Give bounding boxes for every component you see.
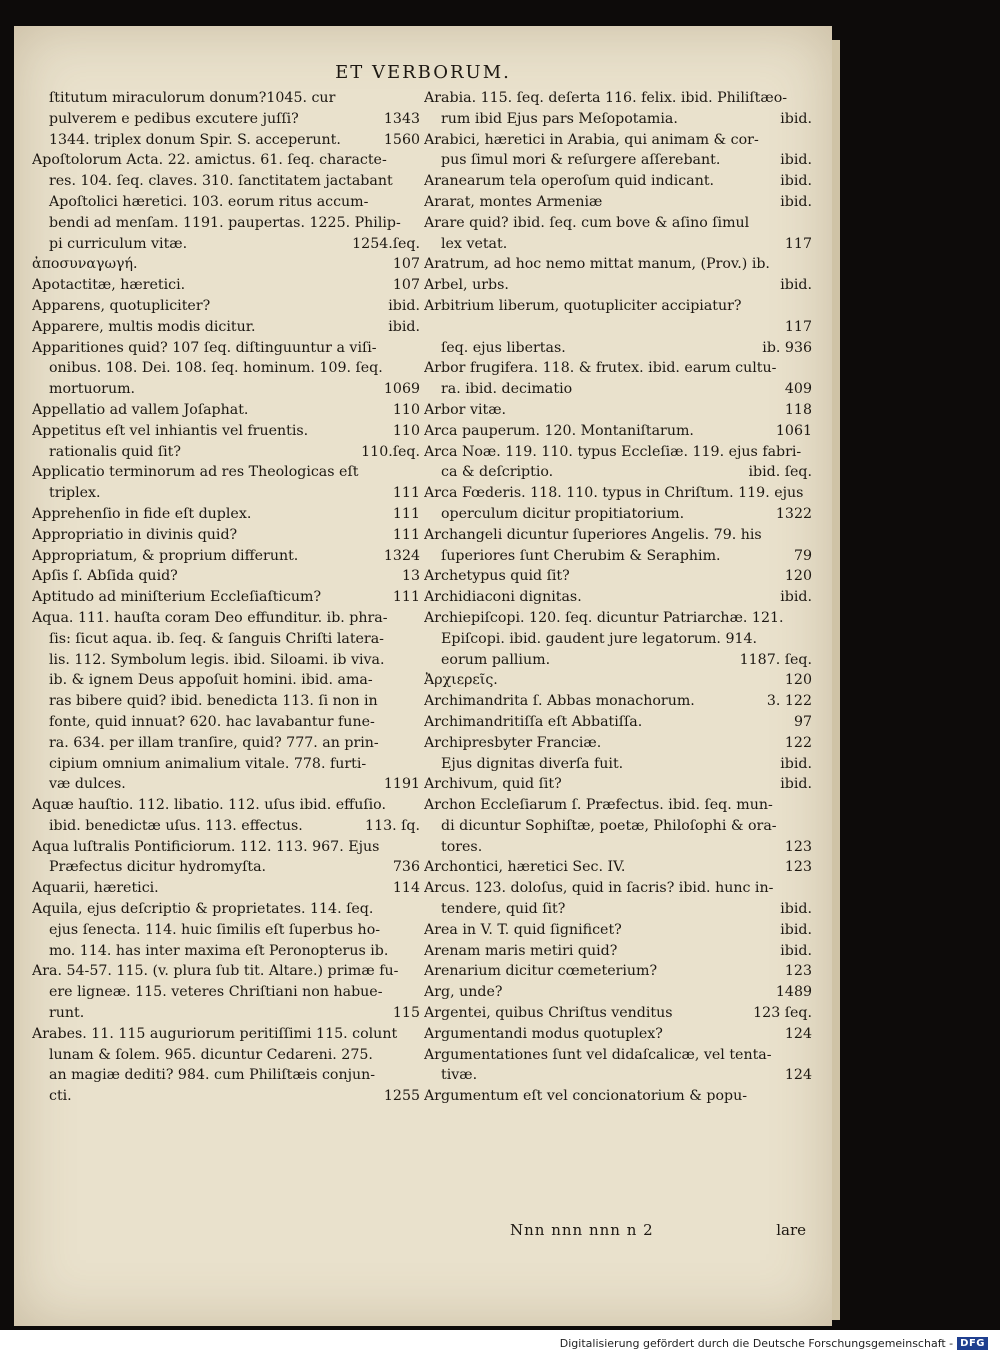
index-entry-text: Arabici, hæretici in Arabia, qui animam & cor-: [424, 131, 759, 148]
index-entry-text: Argumentationes ſunt vel didaſcalicæ, vel tenta-: [424, 1046, 772, 1063]
index-entry-text: Archimandritiſſa eſt Abbatiſſa.: [424, 713, 643, 730]
index-entry-text: mo. 114. has inter maxima eſt Peronopterus ib.: [49, 942, 389, 959]
index-page-ref: 120: [784, 672, 812, 689]
index-line: [424, 754, 812, 775]
index-line: [424, 691, 812, 712]
index-line: [424, 774, 812, 795]
index-line: [32, 400, 420, 421]
index-entry-text: 1344. triplex donum Spir. S. acceperunt.: [49, 131, 341, 148]
index-entry-text: fonte, quid innuat? 620. hac lavabantur fune-: [49, 713, 375, 730]
index-page-ref: ibid.: [780, 277, 812, 294]
index-entry-text: Arca Fœderis. 118. 110. typus in Chriſtum. 119. ejus: [424, 485, 804, 502]
index-page-ref: ibid.: [780, 776, 812, 793]
index-line: [424, 961, 812, 982]
index-line: [424, 358, 812, 379]
index-entry-text: Arcus. 123. doloſus, quid in ſacris? ibid. hunc in-: [424, 880, 774, 897]
index-page-ref: 110.ſeq.: [361, 443, 420, 460]
index-line: [32, 150, 420, 171]
index-page-ref: 110: [392, 401, 420, 418]
index-entry-text: ἀποσυναγωγή.: [32, 256, 138, 273]
index-line: [32, 733, 420, 754]
index-page-ref: 111: [392, 485, 420, 502]
index-entry-text: Appropriatio in divinis quid?: [32, 526, 238, 543]
index-line: [32, 1024, 420, 1045]
index-line: [424, 670, 812, 691]
index-line: [32, 608, 420, 629]
index-entry-text: Applicatio terminorum ad res Theologicas eſt: [32, 464, 359, 481]
index-page-ref: 120: [784, 568, 812, 585]
index-line: [424, 150, 812, 171]
index-entry-text: Archimandrita ſ. Abbas monachorum.: [424, 693, 695, 710]
index-entry-text: ſtitutum miraculorum donum?1045. cur: [49, 90, 336, 106]
index-page-ref: 1187. ſeq.: [739, 651, 812, 668]
index-page-ref: 123: [784, 859, 812, 876]
index-line: [32, 816, 420, 837]
index-page-ref: 111: [392, 526, 420, 543]
index-entry-text: lex vetat.: [441, 235, 508, 252]
index-line: [424, 899, 812, 920]
index-entry-text: ras bibere quid? ibid. benedicta 113. ſi non in: [49, 693, 378, 710]
index-line: [424, 421, 812, 442]
index-entry-text: Archontici, hæretici Sec. IV.: [424, 859, 626, 876]
signature-mark: Nnn nnn nnn n 2: [510, 1221, 654, 1239]
index-entry-text: Aquila, ejus deſcriptio & proprietates. 114. ſeq.: [32, 901, 374, 918]
index-entry-text: ca & deſcriptio.: [441, 464, 554, 481]
index-entry-text: lunam & ſolem. 965. dicuntur Cedareni. 275.: [49, 1046, 373, 1063]
index-line: [424, 504, 812, 525]
index-entry-text: Aptitudo ad miniſterium Eccleſiaſticum?: [32, 589, 322, 606]
index-entry-text: di dicuntur Sophiſtæ, poetæ, Philoſophi & ora-: [441, 817, 777, 834]
index-line: [424, 442, 812, 463]
index-page-ref: 124: [784, 1025, 812, 1042]
index-line: [32, 358, 420, 379]
dfg-logo: DFG: [957, 1337, 988, 1350]
index-page-ref: 1069: [383, 381, 420, 398]
index-entry-text: Aratrum, ad hoc nemo mittat manum, (Prov.) ib.: [424, 256, 770, 273]
index-page-ref: 110: [392, 422, 420, 439]
index-entry-text: Archon Eccleſiarum ſ. Præfectus. ibid. ſeq. mun-: [424, 797, 773, 814]
index-line: [424, 213, 812, 234]
index-entry-text: Epiſcopi. ibid. gaudent jure legatorum. 914.: [441, 630, 758, 647]
index-page-ref: 114: [392, 880, 420, 897]
index-entry-text: Archipresbyter Franciæ.: [424, 734, 602, 751]
index-page-ref: ibid.: [780, 901, 812, 918]
index-entry-text: Aqua. 111. hauſta coram Deo effunditur. ib. phra-: [32, 609, 388, 626]
index-entry-text: mortuorum.: [49, 381, 136, 398]
index-entry-text: tendere, quid ſit?: [441, 901, 566, 918]
index-line: [424, 192, 812, 213]
index-line: [424, 857, 812, 878]
index-page-ref: ibid.: [780, 921, 812, 938]
index-entry-text: Apprehenſio in fide eſt duplex.: [32, 505, 252, 522]
index-entry-text: Appetitus eſt vel inhiantis vel fruentis.: [32, 422, 309, 439]
index-line: [32, 130, 420, 151]
index-line: [32, 795, 420, 816]
index-page-ref: ibid.: [780, 942, 812, 959]
index-entry-text: Arca pauperum. 120. Montaniſtarum.: [424, 422, 694, 439]
index-page-ref: 736: [392, 859, 420, 876]
index-entry-text: Apparens, quotupliciter?: [32, 297, 211, 314]
index-page-ref: 124: [784, 1067, 812, 1084]
index-entry-text: Apparere, multis modis dicitur.: [32, 318, 256, 335]
index-entry-text: Appellatio ad vallem Joſaphat.: [32, 401, 249, 418]
index-entry-text: Area in V. T. quid ſignificet?: [424, 921, 622, 938]
index-page-ref: 122: [784, 734, 812, 751]
index-page-ref: 1254.ſeq.: [352, 235, 420, 252]
index-page-ref: ibid.: [780, 173, 812, 190]
index-line: [424, 1024, 812, 1045]
index-column-left: [32, 88, 420, 1107]
index-entry-text: Archidiaconi dignitas.: [424, 589, 582, 606]
index-line: [32, 691, 420, 712]
index-entry-text: ejus ſenecta. 114. huic ſimilis eſt ſuperbus ho-: [49, 921, 381, 938]
index-line: [32, 566, 420, 587]
index-entry-text: Arbor vitæ.: [424, 401, 507, 418]
index-entry-text: ibid. benedictæ uſus. 113. effectus.: [49, 817, 303, 834]
index-page-ref: 111: [392, 505, 420, 522]
index-page-ref: 107: [392, 277, 420, 294]
index-page-ref: ibid.: [780, 589, 812, 606]
index-line: [424, 837, 812, 858]
index-line: [424, 275, 812, 296]
index-line: [424, 795, 812, 816]
catchword: lare: [776, 1221, 806, 1239]
index-column-right: [424, 88, 812, 1107]
index-line: [32, 629, 420, 650]
index-entry-text: Archetypus quid ſit?: [424, 568, 570, 585]
index-entry-text: Arbel, urbs.: [424, 277, 509, 294]
index-line: [32, 982, 420, 1003]
index-page-ref: 113. ſq.: [365, 817, 420, 834]
index-line: [424, 234, 812, 255]
index-entry-text: Apoſtolici hæretici. 103. eorum ritus accum-: [49, 193, 369, 210]
index-entry-text: lis. 112. Symbolum legis. ibid. Siloami. ib viva.: [49, 651, 385, 668]
index-line: [424, 587, 812, 608]
index-entry-text: Archivum, quid ſit?: [424, 776, 562, 793]
index-page-ref: ib. 936: [762, 339, 812, 356]
index-entry-text: Appropriatum, & proprium differunt.: [32, 547, 299, 564]
index-entry-text: pulverem e pedibus excutere juſſi?: [49, 110, 299, 127]
index-entry-text: Apotactitæ, hæretici.: [32, 277, 186, 294]
index-entry-text: Apſis ſ. Abſida quid?: [32, 568, 178, 585]
index-entry-text: Apoſtolorum Acta. 22. amictus. 61. ſeq. characte-: [32, 152, 387, 169]
index-page-ref: 1489: [775, 984, 812, 1001]
index-page-ref: 115: [392, 1005, 420, 1022]
index-page-ref: 1560: [383, 131, 420, 148]
index-page-ref: 1324: [383, 547, 420, 564]
index-entry-text: Argumentum eſt vel concionatorium & popu-: [424, 1088, 748, 1105]
index-entry-text: Ararat, montes Armeniæ: [424, 193, 603, 210]
index-entry-text: Arenarium dicitur cœmeterium?: [424, 963, 658, 980]
index-line: [32, 546, 420, 567]
index-line: [32, 88, 420, 109]
index-entry-text: Arabes. 11. 115 auguriorum peritiſſimi 115. colunt: [32, 1025, 398, 1042]
index-line: [424, 400, 812, 421]
index-page-ref: 13: [401, 568, 420, 585]
index-entry-text: Aranearum tela operoſum quid indicant.: [424, 173, 715, 190]
index-line: [32, 774, 420, 795]
index-line: [424, 88, 812, 109]
index-page-ref: 117: [784, 318, 812, 335]
index-line: [32, 712, 420, 733]
index-page-ref: 97: [793, 713, 812, 730]
index-page-ref: 123: [784, 963, 812, 980]
index-line: [32, 899, 420, 920]
index-entry-text: Apparitiones quid? 107 ſeq. diſtinguuntur a viſi-: [32, 339, 377, 356]
index-line: [32, 421, 420, 442]
index-line: [32, 754, 420, 775]
index-entry-text: ſis: ſicut aqua. ib. ſeq. & ſanguis Chriſti latera-: [49, 630, 384, 647]
index-line: [424, 130, 812, 151]
index-line: [424, 650, 812, 671]
index-line: [424, 733, 812, 754]
index-entry-text: Ejus dignitas diverſa fuit.: [441, 755, 624, 772]
index-line: [424, 546, 812, 567]
index-line: [424, 982, 812, 1003]
index-entry-text: Aqua luſtralis Pontificiorum. 112. 113. 967. Ejus: [32, 838, 380, 855]
index-page-ref: ibid.: [388, 318, 420, 335]
index-page-ref: 117: [784, 235, 812, 252]
index-page-ref: 111: [392, 589, 420, 606]
index-page-ref: ibid.: [780, 193, 812, 210]
index-page-ref: 79: [793, 547, 812, 564]
index-entry-text: rum ibid Ejus pars Meſopotamia.: [441, 110, 678, 127]
index-line: [32, 275, 420, 296]
index-entry-text: triplex.: [49, 485, 101, 502]
index-line: [32, 587, 420, 608]
index-entry-text: Ara. 54-57. 115. (v. plura ſub tit. Altare.) primæ fu-: [32, 963, 399, 980]
index-line: [424, 525, 812, 546]
index-entry-text: an magiæ dediti? 984. cum Philiſtæis conjun-: [49, 1067, 376, 1084]
index-entry-text: cipium omnium animalium vitale. 778. furti-: [49, 755, 367, 772]
index-entry-text: onibus. 108. Dei. 108. ſeq. hominum. 109. ſeq.: [49, 360, 383, 377]
index-entry-text: res. 104. ſeq. claves. 310. ſanctitatem jactabant: [49, 173, 393, 190]
index-page-ref: 3. 122: [766, 693, 812, 710]
index-line: [424, 379, 812, 400]
index-entry-text: Arbitrium liberum, quotupliciter accipiatur?: [424, 297, 742, 314]
index-entry-text: pi curriculum vitæ.: [49, 235, 188, 252]
index-line: [32, 670, 420, 691]
page-edge: [832, 40, 840, 1320]
index-line: [32, 525, 420, 546]
index-line: [424, 941, 812, 962]
index-entry-text: Archiepiſcopi. 120. ſeq. dicuntur Patriarchæ. 121.: [424, 609, 784, 626]
index-entry-text: ra. ibid. decimatio: [441, 381, 573, 398]
index-entry-text: Aquarii, hæretici.: [32, 880, 159, 897]
book-page: [14, 26, 832, 1326]
index-entry-text: cti.: [49, 1088, 72, 1105]
index-line: [32, 379, 420, 400]
index-entry-text: Arg, unde?: [424, 984, 503, 1001]
index-line: [32, 504, 420, 525]
index-line: [424, 816, 812, 837]
index-line: [424, 296, 812, 317]
index-entry-text: ib. & ignem Deus appoſuit homini. ibid. ama-: [49, 672, 373, 689]
index-line: [32, 442, 420, 463]
index-entry-text: Archangeli dicuntur ſuperiores Angelis. 79. his: [424, 526, 762, 543]
index-line: [424, 462, 812, 483]
index-line: [424, 878, 812, 899]
index-line: [32, 837, 420, 858]
index-line: [32, 296, 420, 317]
index-page-ref: 123: [784, 838, 812, 855]
index-line: [424, 1045, 812, 1066]
index-line: [424, 608, 812, 629]
index-line: [32, 234, 420, 255]
index-line: [424, 1003, 812, 1024]
index-line: [32, 109, 420, 130]
index-line: [424, 109, 812, 130]
index-line: [32, 1003, 420, 1024]
index-entry-text: Arabia. 115. ſeq. deſerta 116. felix. ibid. Philiſtæo-: [424, 90, 788, 106]
index-line: [32, 1045, 420, 1066]
index-entry-text: Præfectus dicitur hydromyſta.: [49, 859, 267, 876]
index-entry-text: runt.: [49, 1005, 85, 1022]
index-line: [32, 857, 420, 878]
index-entry-text: væ dulces.: [49, 776, 126, 793]
index-entry-text: Arbor frugifera. 118. & frutex. ibid. earum cultu-: [424, 360, 777, 377]
index-page-ref: 107: [392, 256, 420, 273]
index-page-ref: ibid.: [388, 297, 420, 314]
index-page-ref: ibid.: [780, 152, 812, 169]
index-line: [424, 483, 812, 504]
index-entry-text: bendi ad menſam. 1191. paupertas. 1225. Philip-: [49, 214, 401, 231]
index-entry-text: operculum dicitur propitiatorium.: [441, 505, 685, 522]
index-page-ref: 123 ſeq.: [753, 1005, 812, 1022]
index-page-ref: 1322: [775, 505, 812, 522]
running-header: ET VERBORUM.: [335, 62, 511, 83]
index-line: [32, 483, 420, 504]
index-line: [32, 192, 420, 213]
index-entry-text: Argentei, quibus Chriſtus venditus: [424, 1005, 673, 1022]
index-line: [424, 1065, 812, 1086]
index-page-ref: 1061: [775, 422, 812, 439]
index-line: [424, 629, 812, 650]
index-page-ref: ibid. ſeq.: [748, 464, 812, 481]
index-entry-text: Argumentandi modus quotuplex?: [424, 1025, 663, 1042]
index-line: [424, 317, 812, 338]
index-page-ref: ibid.: [780, 755, 812, 772]
index-line: [32, 961, 420, 982]
index-line: [32, 920, 420, 941]
index-page-ref: ibid.: [780, 110, 812, 127]
index-entry-text: Aquæ hauſtio. 112. libatio. 112. uſus ibid. effuſio.: [32, 797, 386, 814]
index-entry-text: pus ſimul mori & reſurgere aſſerebant.: [441, 152, 721, 169]
index-entry-text: eorum pallium.: [441, 651, 551, 668]
index-page-ref: 1191: [383, 776, 420, 793]
index-line: [32, 878, 420, 899]
index-line: [32, 462, 420, 483]
footer-credit: [560, 1337, 988, 1350]
index-entry-text: Arare quid? ibid. ſeq. cum bove & aſino ſimul: [424, 214, 750, 231]
index-line: [32, 941, 420, 962]
index-line: [424, 920, 812, 941]
index-entry-text: ra. 634. per illam tranſire, quid? 777. an prin-: [49, 734, 379, 751]
index-entry-text: tivæ.: [441, 1067, 478, 1084]
index-entry-text: rationalis quid ſit?: [49, 443, 181, 460]
index-page-ref: 1255: [383, 1088, 420, 1105]
index-entry-text: tores.: [441, 838, 483, 855]
index-line: [32, 254, 420, 275]
index-line: [32, 1065, 420, 1086]
index-line: [424, 566, 812, 587]
index-entry-text: Ἀρχιερεῖς.: [424, 672, 498, 689]
index-line: [424, 338, 812, 359]
index-entry-text: ere ligneæ. 115. veteres Chriſtiani non habue-: [49, 984, 383, 1001]
index-page-ref: 409: [784, 381, 812, 398]
index-line: [424, 171, 812, 192]
index-line: [424, 712, 812, 733]
index-page-ref: 1343: [383, 110, 420, 127]
index-page-ref: 118: [784, 401, 812, 418]
index-line: [32, 213, 420, 234]
index-entry-text: Arenam maris metiri quid?: [424, 942, 618, 959]
footer-text: Digitalisierung gefördert durch die Deutsche Forschungsgemeinschaft -: [559, 1337, 954, 1350]
index-entry-text: Arca Noæ. 119. 110. typus Eccleſiæ. 119. ejus fabri-: [424, 443, 802, 460]
index-line: [424, 254, 812, 275]
index-line: [32, 171, 420, 192]
index-line: [32, 1086, 420, 1107]
index-line: [424, 1086, 812, 1107]
index-entry-text: ſeq. ejus libertas.: [441, 339, 566, 356]
index-line: [32, 338, 420, 359]
index-line: [32, 650, 420, 671]
index-line: [32, 317, 420, 338]
index-entry-text: ſuperiores ſunt Cherubim & Seraphim.: [441, 547, 721, 564]
